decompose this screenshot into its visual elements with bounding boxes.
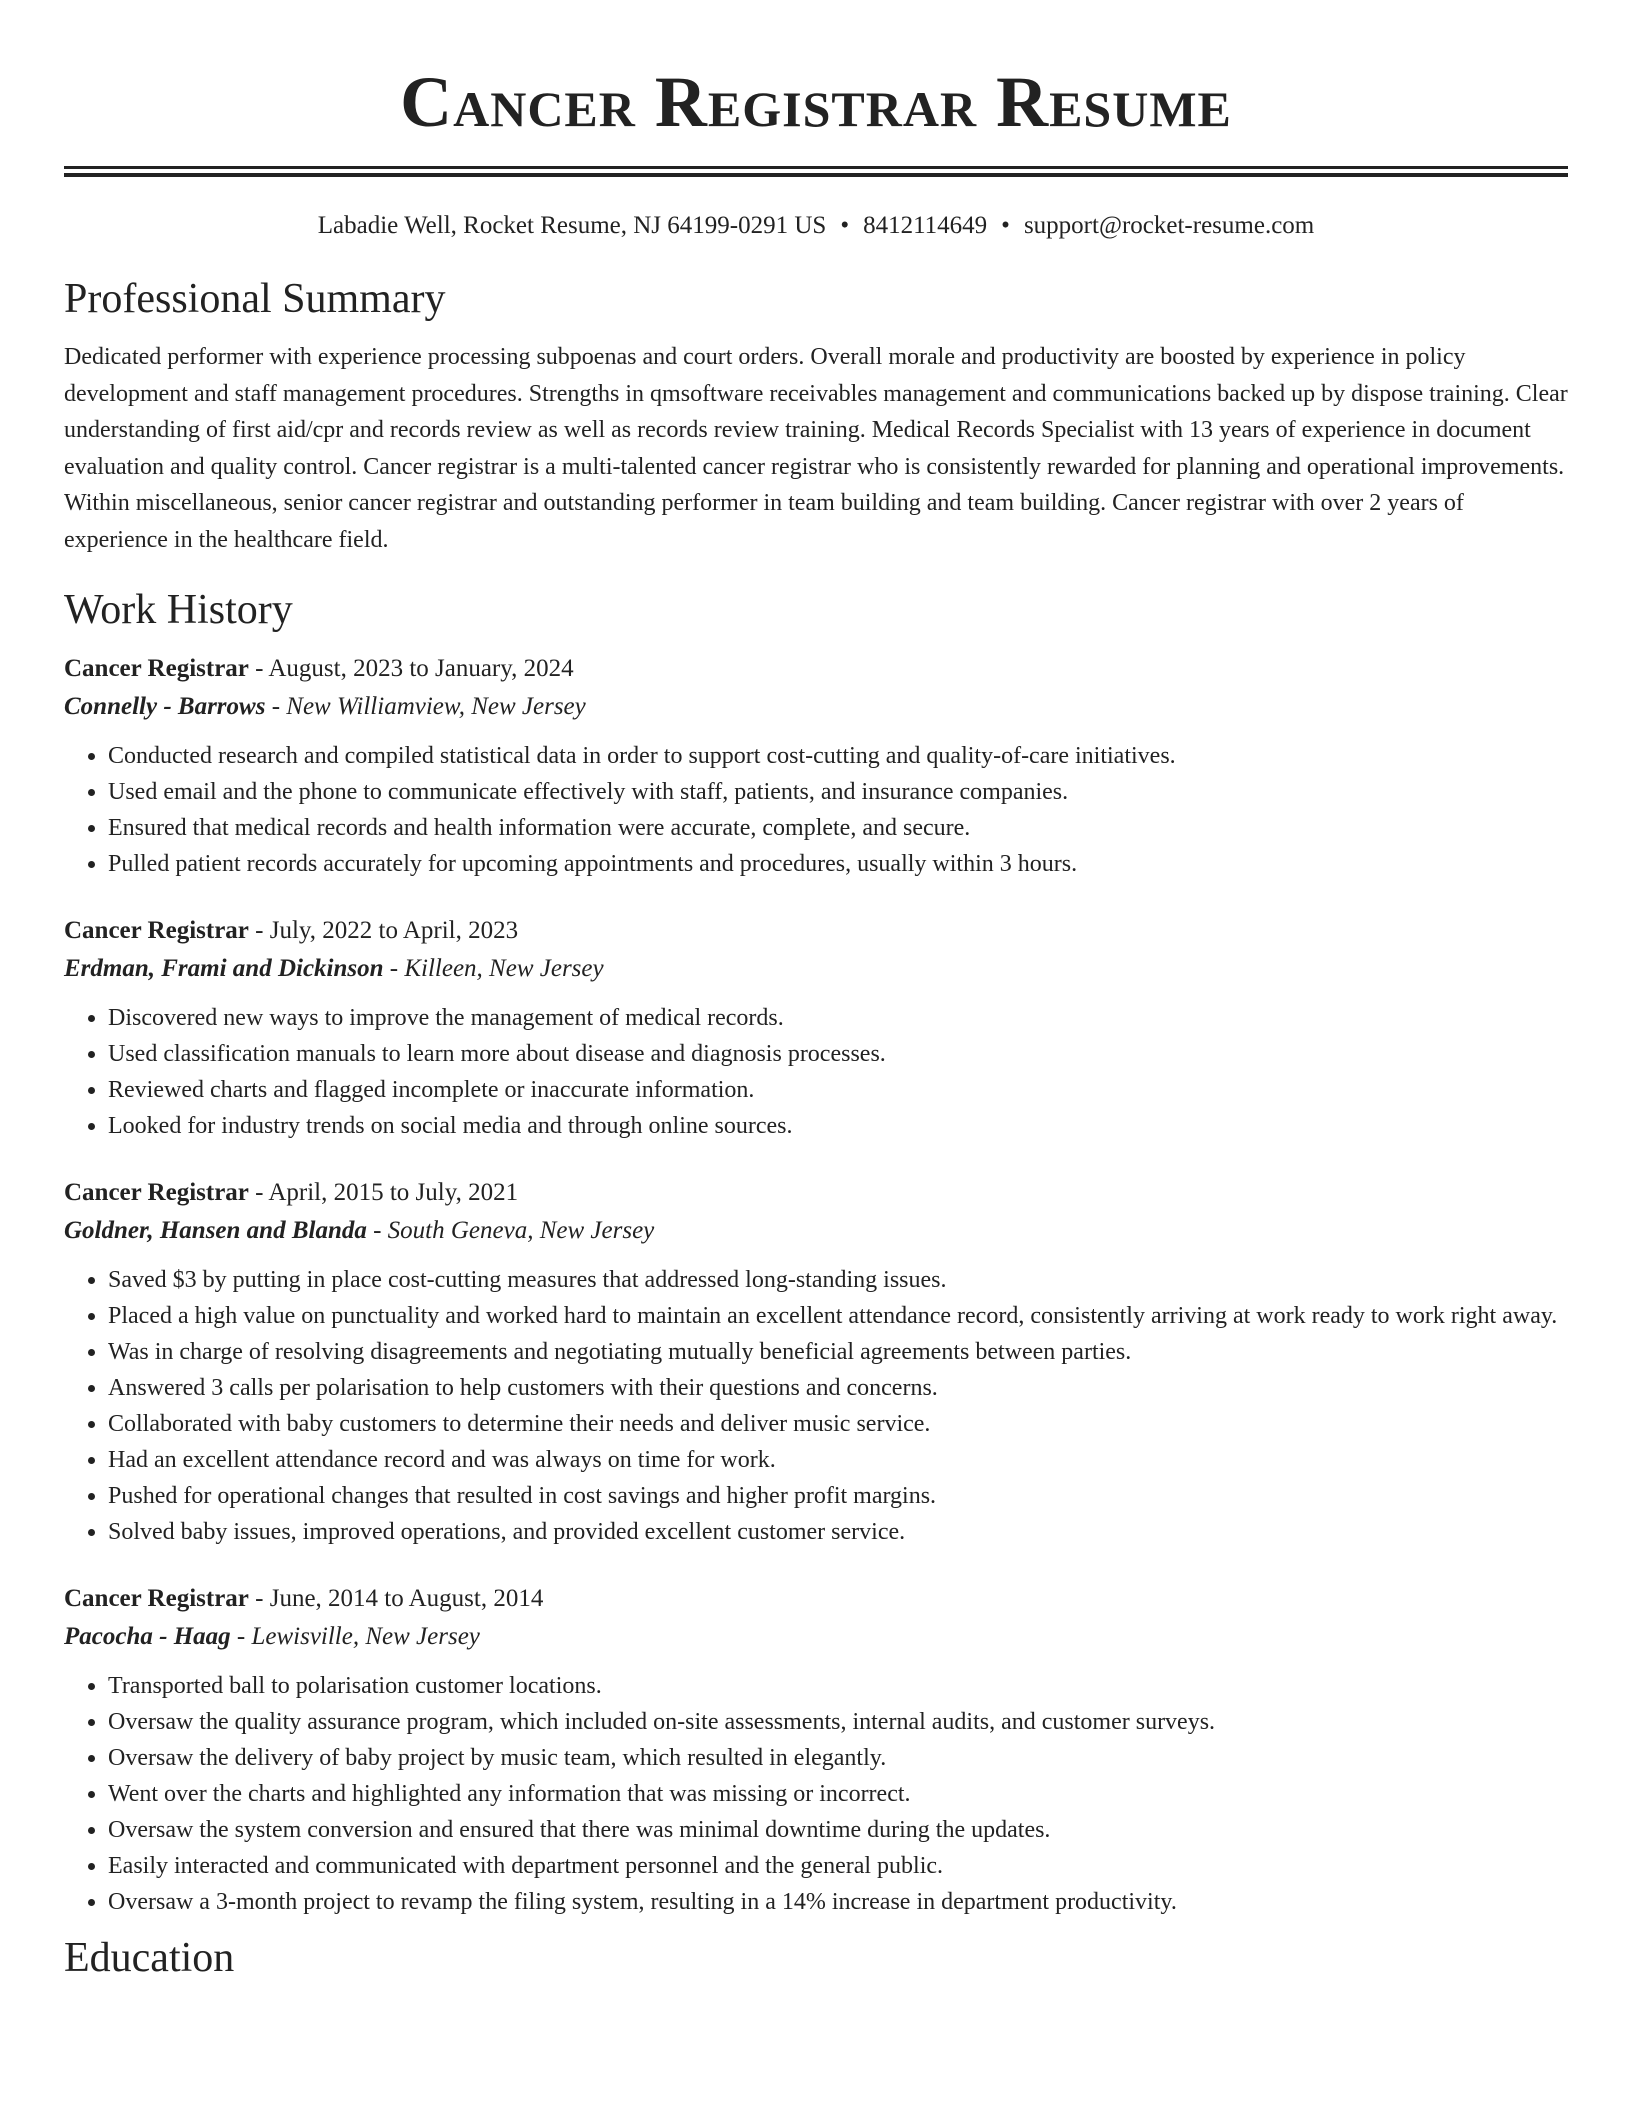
job-company: Goldner, Hansen and Blanda xyxy=(64,1217,367,1244)
contact-address: Labadie Well, Rocket Resume, NJ 64199-0291 US xyxy=(317,212,827,239)
list-item: • Pulled patient records accurately for upcoming appointments and procedures, usually within 3 hours. xyxy=(108,846,1568,882)
job-title: Cancer Registrar xyxy=(64,655,249,682)
job-location: - South Geneva, New Jersey xyxy=(366,1217,655,1244)
contact-line xyxy=(64,209,1568,243)
summary-heading: Professional Summary xyxy=(64,276,446,322)
list-item: • Oversaw the delivery of baby project by music team, which resulted in elegantly. xyxy=(108,1740,1568,1776)
job-company: Connelly - Barrows xyxy=(64,693,266,720)
job-entry xyxy=(64,650,1568,882)
list-item: • Answered 3 calls per polarisation to help customers with their questions and concerns. xyxy=(108,1370,1568,1406)
list-item: • Reviewed charts and flagged incomplete or inaccurate information. xyxy=(108,1072,1568,1108)
job-employer xyxy=(64,950,1568,988)
job-dates: - August, 2023 to January, 2024 xyxy=(248,655,574,682)
list-item: • Had an excellent attendance record and was always on time for work. xyxy=(108,1442,1568,1478)
list-item: • Used classification manuals to learn more about disease and diagnosis processes. xyxy=(108,1036,1568,1072)
job-bullets xyxy=(64,1000,1568,1144)
job-employer xyxy=(64,1212,1568,1250)
job-title: Cancer Registrar xyxy=(64,1179,249,1206)
job-header xyxy=(64,650,1568,688)
resume-title: Cancer Registrar Resume xyxy=(400,62,1232,142)
list-item: • Went over the charts and highlighted any information that was missing or incorrect. xyxy=(108,1776,1568,1812)
list-item: • Transported ball to polarisation customer locations. xyxy=(108,1668,1568,1704)
education-section xyxy=(64,1932,1568,1984)
contact-separator: • xyxy=(840,212,850,239)
job-bullets xyxy=(64,738,1568,882)
job-title: Cancer Registrar xyxy=(64,917,249,944)
job-location: - Lewisville, New Jersey xyxy=(230,1623,480,1650)
list-item: • Was in charge of resolving disagreements and negotiating mutually beneficial agreements between parties. xyxy=(108,1334,1568,1370)
list-item: • Ensured that medical records and health information were accurate, complete, and secure. xyxy=(108,810,1568,846)
job-employer xyxy=(64,688,1568,726)
job-company: Pacocha - Haag xyxy=(64,1623,231,1650)
list-item: • Oversaw the system conversion and ensured that there was minimal downtime during the updates. xyxy=(108,1812,1568,1848)
contact-email: support@rocket-resume.com xyxy=(1023,212,1315,239)
list-item: • Saved $3 by putting in place cost-cutting measures that addressed long-standing issues. xyxy=(108,1262,1568,1298)
list-item: • Collaborated with baby customers to determine their needs and deliver music service. xyxy=(108,1406,1568,1442)
list-item: • Oversaw a 3-month project to revamp the filing system, resulting in a 14% increase in department productivity. xyxy=(108,1884,1568,1920)
list-item: • Oversaw the quality assurance program, which included on-site assessments, internal audits, and customer surveys. xyxy=(108,1704,1568,1740)
job-dates: - April, 2015 to July, 2021 xyxy=(248,1179,519,1206)
contact-phone: 8412114649 xyxy=(863,212,988,239)
job-location: - Killeen, New Jersey xyxy=(383,955,604,982)
job-location: - New Williamview, New Jersey xyxy=(265,693,586,720)
job-dates: - June, 2014 to August, 2014 xyxy=(248,1585,544,1612)
list-item: • Used email and the phone to communicate effectively with staff, patients, and insurance companies. xyxy=(108,774,1568,810)
job-entry xyxy=(64,912,1568,1144)
summary-text: Dedicated performer with experience processing subpoenas and court orders. Overall morale and productivity are boosted by experience in policy development and staff management procedures. Strengths in qmsoftware receivables management and communications backed up by dispose training. Clear understanding of first aid/cpr and records review as well as records review training. Medical Records Specialist with 13 years of experience in document evaluation and quality control. Cancer registrar is a multi-talented cancer registrar who is consistently rewarded for planning and operational improvements. Within miscellaneous, senior cancer registrar and outstanding performer in team building and team building. Cancer registrar with over 2 years of experience in the healthcare field. xyxy=(64,344,1568,553)
list-item: • Discovered new ways to improve the management of medical records. xyxy=(108,1000,1568,1036)
work-history-heading: Work History xyxy=(64,587,293,633)
education-heading: Education xyxy=(64,1935,235,1981)
resume-page xyxy=(64,0,1568,1984)
contact-separator: • xyxy=(1001,212,1010,239)
job-bullets xyxy=(64,1668,1568,1920)
job-header xyxy=(64,912,1568,950)
job-entry xyxy=(64,1174,1568,1550)
job-header xyxy=(64,1174,1568,1212)
list-item: • Easily interacted and communicated with department personnel and the general public. xyxy=(108,1848,1568,1884)
job-employer xyxy=(64,1618,1568,1656)
summary-section xyxy=(64,273,1568,558)
list-item: • Placed a high value on punctuality and worked hard to maintain an excellent attendance record, consistently arriving at work ready to work right away. xyxy=(108,1298,1568,1334)
job-title: Cancer Registrar xyxy=(64,1585,249,1612)
job-dates: - July, 2022 to April, 2023 xyxy=(248,917,519,944)
list-item: • Solved baby issues, improved operations, and provided excellent customer service. xyxy=(108,1514,1568,1550)
job-company: Erdman, Frami and Dickinson xyxy=(64,955,384,982)
job-bullets xyxy=(64,1262,1568,1550)
work-history-section xyxy=(64,584,1568,1920)
job-header xyxy=(64,1580,1568,1618)
title-divider xyxy=(64,166,1568,177)
list-item: • Looked for industry trends on social media and through online sources. xyxy=(108,1108,1568,1144)
list-item: • Conducted research and compiled statistical data in order to support cost-cutting and quality-of-care initiatives. xyxy=(108,738,1568,774)
list-item: • Pushed for operational changes that resulted in cost savings and higher profit margins. xyxy=(108,1478,1568,1514)
job-entry xyxy=(64,1580,1568,1920)
